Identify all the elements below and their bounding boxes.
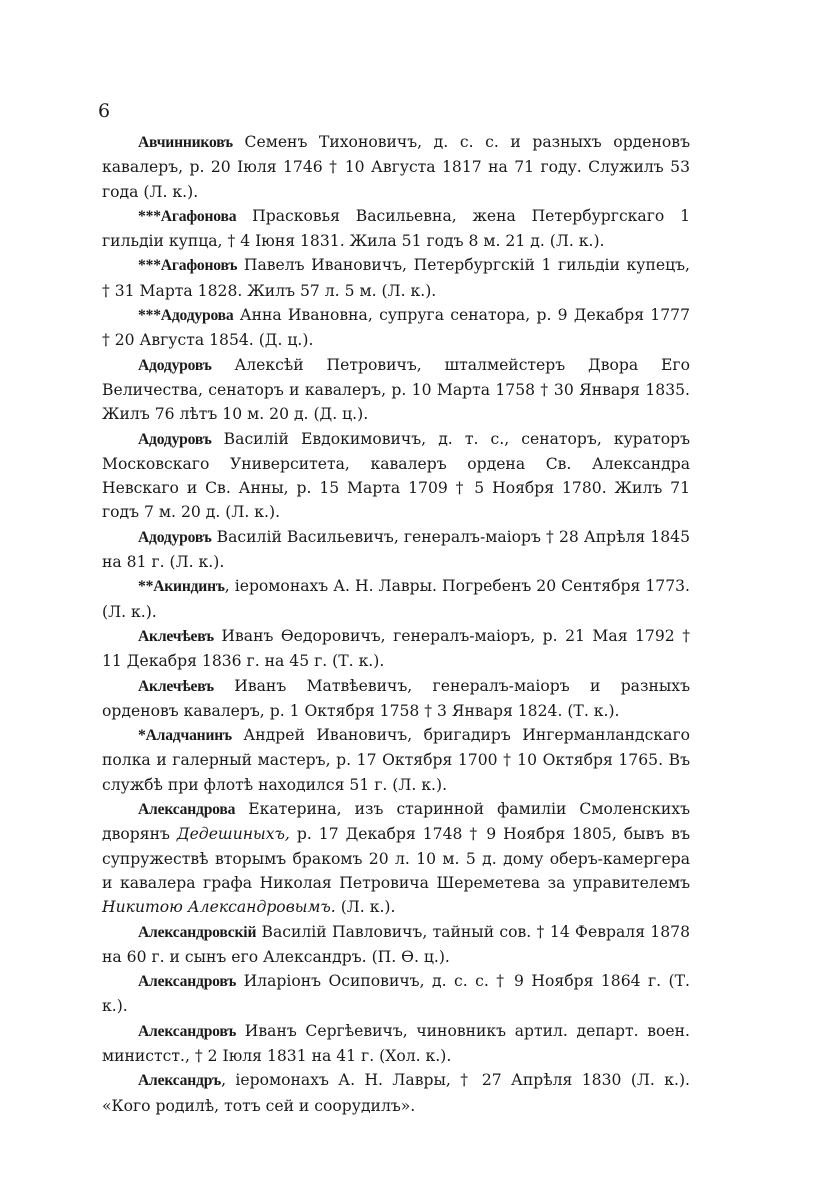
entry-name: ***Агафонова <box>138 207 237 225</box>
entry-name: *Аладчанинъ <box>138 727 232 745</box>
entry-text: Семенъ Тихоновичъ, д. с. с. и разныхъ орденовъ кавалеръ, р. 20 Іюля 1746 † 10 Августа 1817 на 71 году. Служилъ 53 года (Л. к.). <box>102 133 690 201</box>
entry-name: Авчинниковъ <box>138 134 233 151</box>
entry-name: Аклечѣевъ <box>138 677 214 695</box>
entry <box>102 624 690 674</box>
page-number: 6 <box>98 100 111 122</box>
entry-text: Иванъ Матвѣевичъ, генералъ-маіоръ и разныхъ орденовъ кавалеръ, р. 1 Октября 1758 † 3 Января 1824. (Т. к.). <box>102 676 690 720</box>
entry <box>102 1019 690 1069</box>
entry-text: Василій Васильевичъ, генералъ-маіоръ † 28 Апрѣля 1845 на 81 г. (Л. к.). <box>102 527 690 572</box>
entry-text: Василій Павловичъ, тайный сов. † 14 Февраля 1878 на 60 г. и сынъ его Александръ. (П. Ѳ. ц.). <box>102 922 690 966</box>
entry <box>102 1068 690 1118</box>
entry-text: Андрей Ивановичъ, бригадиръ Ингерманландскаго полка и галерный мастеръ, р. 17 Октября 1700 † 10 Октября 1765. Въ службѣ при флотѣ находился 51 г. (Л. к.). <box>102 726 690 794</box>
entry-italic-surname: Дедешиныхъ, <box>176 825 290 844</box>
entry <box>102 723 690 797</box>
entry-name: ***Адодурова <box>138 307 234 325</box>
entry-text: Алексѣй Петровичъ, шталмейстеръ Двора Его Величества, сенаторъ и кавалеръ, р. 10 Марта 1758 † 30 Января 1835. Жилъ 76 лѣтъ 10 м. 20 д. (Д. ц.). <box>102 355 690 424</box>
entry-text: Иларіонъ Осиповичъ, д. с. с. † 9 Ноября 1864 г. (Т. к.). <box>102 972 690 1016</box>
entry-text: Иванъ Сергѣевичъ, чиновникъ артил. департ. воен. министст., † 2 Іюля 1831 на 41 г. (Хол. к.). <box>102 1021 690 1065</box>
entry-name: Александръ <box>138 1072 222 1090</box>
entry-name: Александровскій <box>138 923 257 941</box>
entry <box>102 204 690 254</box>
entry <box>102 574 690 624</box>
entries-list <box>102 130 690 1118</box>
entry-name: **Акиндинъ <box>138 578 225 596</box>
entry-name: Адодуровъ <box>138 430 212 448</box>
entry-name: Александровъ <box>138 1022 237 1040</box>
entry <box>102 303 690 353</box>
entry-text: Прасковья Васильевна, жена Петербургскаго 1 гильдіи купца, † 4 Іюня 1831. Жила 51 годъ 8 м. 21 д. (Л. к.). <box>102 206 690 251</box>
entry <box>102 525 690 575</box>
entry <box>102 969 690 1019</box>
entry-text: Анна Ивановна, супруга сенатора, р. 9 Декабря 1777 † 20 Августа 1854. (Д. ц.). <box>102 306 690 350</box>
entry-italic-name: Никитою Александровымъ. <box>102 898 336 917</box>
entry-name: Александровъ <box>138 973 237 991</box>
entry <box>102 674 690 724</box>
entry-text: (Л. к.). <box>335 898 396 917</box>
entry-text: , іеромонахъ А. Н. Лавры. Погребенъ 20 Сентября 1773. (Л. к.). <box>102 577 690 621</box>
entry <box>102 797 690 919</box>
entry-text: Екатерина, изъ старинной фамиліи Смоленскихъ дворянъ <box>102 800 690 844</box>
entry <box>102 427 690 525</box>
entry-text: , іеромонахъ А. Н. Лавры, † 27 Апрѣля 1830 (Л. к.). «Кого родилѣ, тотъ сей и соорудилъ». <box>102 1071 690 1115</box>
entry-text: р. 17 Декабря 1748 † 9 Ноября 1805, бывъ въ супружествѣ вторымъ бракомъ 20 л. 10 м. 5 д. дому оберъ-камергера и кавалера графа Николая Петровича Шереметева за управителемъ <box>102 825 690 892</box>
entry-name: Аклечѣевъ <box>138 627 214 645</box>
entry <box>102 130 690 204</box>
entry-text: Иванъ Ѳедоровичъ, генералъ-маіоръ, р. 21 Мая 1792 † 11 Декабря 1836 г. на 45 г. (Т. к.). <box>102 626 690 671</box>
entry <box>102 353 690 427</box>
entry <box>102 920 690 970</box>
entry-name: Александрова <box>138 801 236 819</box>
entry-name: ***Агафоновъ <box>138 257 238 275</box>
entry-text: Павелъ Ивановичъ, Петербургскій 1 гильдіи купецъ, † 31 Марта 1828. Жилъ 57 л. 5 м. (Л. к.). <box>102 256 690 300</box>
entry-name: Адодуровъ <box>138 356 212 374</box>
entry <box>102 253 690 303</box>
entry-text: Василій Евдокимовичъ, д. т. с., сенаторъ, кураторъ Московскаго Университета, кавалеръ ордена Св. Александра Невскаго и Св. Анны, р. 15 Марта 1709 † 5 Ноября 1780. Жилъ 71 годъ 7 м. 20 д. (Л. к.). <box>102 429 690 522</box>
entry-name: Адодуровъ <box>138 528 212 546</box>
